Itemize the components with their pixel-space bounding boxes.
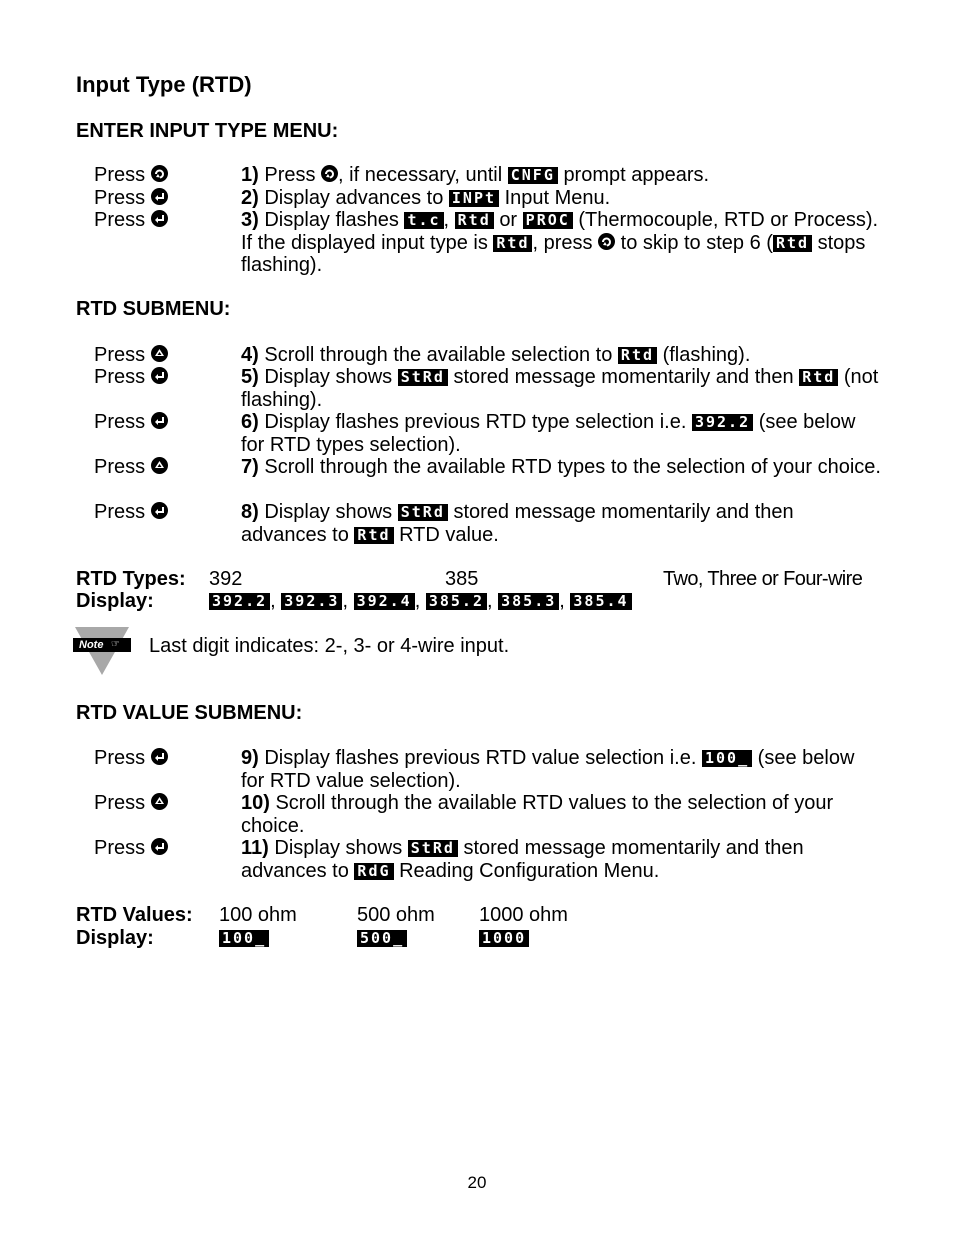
lcd-display: Rtd bbox=[618, 347, 657, 364]
press-label: Press bbox=[94, 792, 146, 814]
lcd-display: 500_ bbox=[357, 930, 407, 947]
enter-key-icon bbox=[151, 210, 168, 227]
lcd-display: INPt bbox=[449, 190, 499, 207]
lcd-display: 392.4 bbox=[354, 593, 415, 610]
rtd-types-display-label: Display: bbox=[76, 590, 154, 612]
rtd-value-100: 100 ohm bbox=[219, 904, 297, 926]
press-row-8 bbox=[94, 501, 168, 524]
press-row-2 bbox=[94, 187, 168, 210]
lcd-display: CNFG bbox=[508, 167, 558, 184]
enter-key-icon bbox=[151, 188, 168, 205]
lcd-display: Rtd bbox=[493, 235, 532, 252]
press-row-9 bbox=[94, 747, 168, 770]
up-key-icon bbox=[151, 457, 168, 474]
enter-key-icon bbox=[151, 367, 168, 384]
press-row-5 bbox=[94, 366, 168, 389]
press-label: Press bbox=[94, 187, 146, 209]
press-row-7 bbox=[94, 456, 168, 479]
press-label: Press bbox=[94, 456, 146, 478]
step-9: 9) Display flashes previous RTD value selection i.e. 100_ (see below for RTD value selection). bbox=[241, 747, 855, 792]
note-text: Last digit indicates: 2-, 3- or 4-wire input. bbox=[149, 635, 510, 657]
rtd-types-display-list: 392.2 , 392.3 , 392.4 , 385.2 , 385.3 , 385.4 bbox=[209, 590, 632, 613]
lcd-display: t.c bbox=[404, 212, 443, 229]
press-label: Press bbox=[94, 747, 146, 769]
pointing-hand-icon: ☞ bbox=[111, 639, 120, 650]
press-row-3 bbox=[94, 209, 168, 232]
enter-key-icon bbox=[151, 412, 168, 429]
step-11: 11) Display shows StRd stored message momentarily and then advances to RdG Reading Configuration Menu. bbox=[241, 837, 804, 882]
lcd-display: Rtd bbox=[773, 235, 812, 252]
lcd-display: 385.2 bbox=[426, 593, 487, 610]
press-label: Press bbox=[94, 344, 146, 366]
lcd-display: Rtd bbox=[455, 212, 494, 229]
lcd-display: 385.4 bbox=[570, 593, 631, 610]
lcd-display: 392.2 bbox=[209, 593, 270, 610]
heading-rtd-value-submenu: RTD VALUE SUBMENU: bbox=[76, 702, 303, 724]
lcd-display: 1000 bbox=[479, 930, 529, 947]
lcd-display: RdG bbox=[354, 863, 393, 880]
press-label: Press bbox=[94, 411, 146, 433]
lcd-display: 100_ bbox=[702, 750, 752, 767]
step-6: 6) Display flashes previous RTD type selection i.e. 392.2 (see below for RTD types selection). bbox=[241, 411, 856, 456]
menu-key-icon bbox=[598, 233, 615, 250]
rtd-value-1000: 1000 ohm bbox=[479, 904, 568, 926]
lcd-display: StRd bbox=[408, 840, 458, 857]
up-key-icon bbox=[151, 345, 168, 362]
press-row-6 bbox=[94, 411, 168, 434]
rtd-values-display-label: Display: bbox=[76, 927, 154, 949]
press-label: Press bbox=[94, 501, 146, 523]
lcd-display: StRd bbox=[398, 504, 448, 521]
note-icon bbox=[73, 625, 131, 677]
heading-rtd-submenu: RTD SUBMENU: bbox=[76, 298, 231, 320]
lcd-display: PROC bbox=[523, 212, 573, 229]
heading-enter-input-type-menu: ENTER INPUT TYPE MENU: bbox=[76, 120, 339, 142]
enter-key-icon bbox=[151, 502, 168, 519]
press-row-11 bbox=[94, 837, 168, 860]
rtd-values-label: RTD Values: bbox=[76, 904, 193, 926]
lcd-display: Rtd bbox=[799, 369, 838, 386]
rtd-value-display-500 bbox=[357, 927, 407, 950]
menu-key-icon bbox=[151, 165, 168, 182]
enter-key-icon bbox=[151, 838, 168, 855]
lcd-display: 392.3 bbox=[281, 593, 342, 610]
note-badge-text: Note bbox=[79, 639, 104, 651]
press-label: Press bbox=[94, 164, 146, 186]
lcd-display: StRd bbox=[398, 369, 448, 386]
rtd-types-label: RTD Types: bbox=[76, 568, 186, 590]
press-row-10 bbox=[94, 792, 168, 815]
lcd-display: 385.3 bbox=[498, 593, 559, 610]
step-5: 5) Display shows StRd stored message momentarily and then Rtd (not flashing). bbox=[241, 366, 879, 411]
lcd-display: 100_ bbox=[219, 930, 269, 947]
page-number: 20 bbox=[467, 1173, 487, 1192]
lcd-display: Rtd bbox=[354, 527, 393, 544]
rtd-wire-note: Two, Three or Four-wire bbox=[663, 568, 863, 590]
step-2: 2) Display advances to INPt Input Menu. bbox=[241, 187, 611, 209]
step-8: 8) Display shows StRd stored message momentarily and then advances to Rtd RTD value. bbox=[241, 501, 794, 546]
press-label: Press bbox=[94, 209, 146, 231]
rtd-type-385: 385 bbox=[445, 568, 479, 590]
press-label: Press bbox=[94, 366, 146, 388]
step-10: 10) Scroll through the available RTD values to the selection of your choice. bbox=[241, 792, 834, 837]
up-key-icon bbox=[151, 793, 168, 810]
press-row-4 bbox=[94, 344, 168, 367]
enter-key-icon bbox=[151, 748, 168, 765]
page-title: Input Type (RTD) bbox=[76, 72, 252, 97]
rtd-value-display-1000 bbox=[479, 927, 529, 950]
menu-key-icon bbox=[321, 165, 338, 182]
rtd-type-392: 392 bbox=[209, 568, 243, 590]
step-4: 4) Scroll through the available selection to Rtd (flashing). bbox=[241, 344, 751, 366]
rtd-value-500: 500 ohm bbox=[357, 904, 435, 926]
step-1: 1) Press , if necessary, until CNFG prompt appears. bbox=[241, 164, 710, 186]
press-label: Press bbox=[94, 837, 146, 859]
step-3: 3) Display flashes t.c , Rtd or PROC (Thermocouple, RTD or Process). If the displayed input type is Rtd , press to skip to step 6 ( Rtd stops flashing). bbox=[241, 209, 879, 276]
step-7: 7) Scroll through the available RTD types to the selection of your choice. bbox=[241, 456, 881, 478]
rtd-value-display-100 bbox=[219, 927, 269, 950]
press-row-1 bbox=[94, 164, 168, 187]
lcd-display: 392.2 bbox=[692, 414, 753, 431]
